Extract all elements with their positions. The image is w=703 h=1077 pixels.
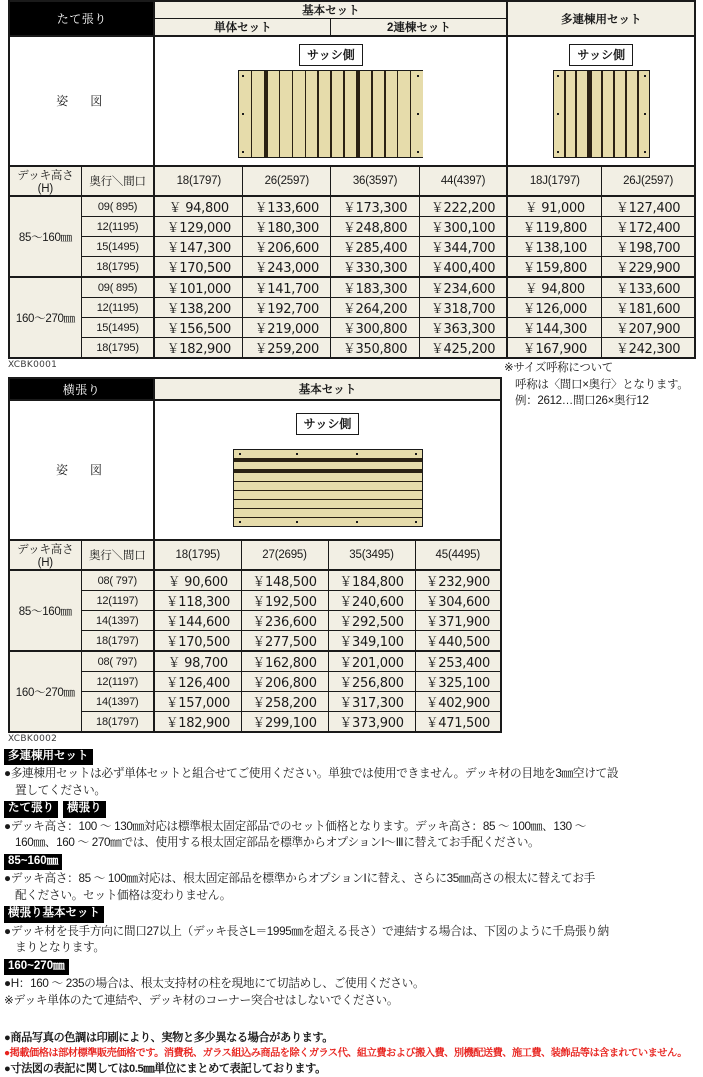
vertical-price-table [8, 0, 696, 359]
note-tagline-3 [4, 906, 698, 922]
horizontal-price-1-1-0: ￥126,400 [154, 672, 241, 692]
deck-plank [234, 500, 422, 508]
note-2-text: ●デッキ高さ：85 〜 100㎜対応は、根太固定部品を標準からオプションⅠに替え、さらに35㎜高さの根太に替えてお手 [4, 872, 595, 886]
footer-disclaimer [4, 1031, 698, 1077]
deck-plank [234, 509, 422, 517]
vertical-table-code: XCBK0001 [8, 360, 58, 370]
table-row [9, 611, 501, 631]
horizontal-depth-0-0: 08( 797) [81, 570, 154, 591]
screw-marker [296, 521, 298, 523]
note-4 [4, 976, 698, 1009]
screw-marker [356, 521, 358, 523]
screw-marker [242, 75, 244, 77]
vertical-price-1-2-4: ￥144,300 [507, 318, 601, 338]
vertical-price-0-2-5: ￥198,700 [602, 237, 695, 257]
vertical-price-0-1-1: ￥180,300 [243, 217, 331, 237]
vertical-price-1-2-3: ￥363,300 [419, 318, 507, 338]
horizontal-price-0-3-3: ￥440,500 [415, 631, 501, 652]
vertical-multi-figure-cell [507, 36, 695, 166]
horizontal-col-size-0: 18(1795) [154, 540, 241, 570]
horizontal-price-1-2-2: ￥317,300 [328, 692, 415, 712]
vertical-price-0-0-0: ￥ 94,800 [154, 196, 242, 217]
vertical-price-1-3-2: ￥350,800 [331, 338, 419, 359]
horizontal-col-size-1: 27(2695) [241, 540, 328, 570]
vertical-price-1-2-1: ￥219,000 [243, 318, 331, 338]
vertical-price-1-1-4: ￥126,000 [507, 298, 601, 318]
vertical-col-size-4: 18J(1797) [507, 166, 601, 196]
vertical-price-0-0-4: ￥ 91,000 [507, 196, 601, 217]
vertical-price-1-3-3: ￥425,200 [419, 338, 507, 359]
footer-line-3: ●寸法図の表記に関しては0.5㎜単位にまとめて表記しております。 [4, 1063, 326, 1076]
table-row [9, 712, 501, 733]
size-note-line-3: 例：2612…間口26×奥行12 [515, 395, 649, 408]
horizontal-price-1-1-3: ￥325,100 [415, 672, 501, 692]
horizontal-group-0-height: 85〜160㎜ [9, 570, 81, 651]
horizontal-depth-0-1: 12(1197) [81, 591, 154, 611]
horizontal-table-code: XCBK0002 [8, 734, 58, 744]
vertical-basic-figure-cell [154, 36, 507, 166]
horizontal-group-1-height: 160〜270㎜ [9, 651, 81, 732]
table-row [9, 631, 501, 652]
vertical-price-0-2-4: ￥138,100 [507, 237, 601, 257]
vertical-col-size-1: 26(2597) [243, 166, 331, 196]
note-tagline-1 [4, 801, 698, 817]
note-3-text: ●デッキ材を長手方向に間口27以上（デッキ長さL＝1995㎜を超える長さ）で連結する場合は、下図のように千鳥張り納 [4, 924, 609, 938]
deck-plank [373, 71, 384, 157]
horizontal-price-1-3-3: ￥471,500 [415, 712, 501, 733]
horizontal-price-1-0-1: ￥162,800 [241, 651, 328, 672]
deck-plank [234, 462, 422, 470]
horizontal-basic-figure-cell [154, 400, 501, 540]
note-tagline-2 [4, 854, 698, 870]
vertical-depth-1-1: 12(1195) [81, 298, 154, 318]
vertical-price-0-2-3: ￥344,700 [419, 237, 507, 257]
vertical-price-0-3-4: ￥159,800 [507, 257, 601, 278]
horizontal-price-1-0-3: ￥253,400 [415, 651, 501, 672]
screw-marker [239, 521, 241, 523]
vertical-depth-0-3: 18(1795) [81, 257, 154, 278]
deck-plank [234, 473, 422, 481]
horizontal-col-size-2: 35(3495) [328, 540, 415, 570]
horizontal-col-size-3: 45(4495) [415, 540, 501, 570]
vertical-price-1-1-2: ￥264,200 [331, 298, 419, 318]
horizontal-figure-label-cell [9, 400, 154, 540]
screw-marker [242, 151, 244, 153]
horizontal-price-1-1-2: ￥256,800 [328, 672, 415, 692]
vertical-multi-deck-diagram [553, 70, 650, 158]
table-row [9, 570, 501, 591]
vertical-price-0-3-0: ￥170,500 [154, 257, 242, 278]
note-tag-horizontal: 横張り [63, 801, 106, 817]
vertical-col-height: デッキ高さ(H) [9, 166, 81, 196]
table-row [9, 196, 695, 217]
vertical-price-0-0-5: ￥127,400 [602, 196, 695, 217]
size-note-line-1: ※サイズ呼称について [504, 362, 613, 374]
table-row [9, 277, 695, 298]
screw-marker [415, 521, 417, 523]
deck-plank [234, 518, 422, 526]
vertical-price-0-2-1: ￥206,600 [243, 237, 331, 257]
vertical-price-0-2-2: ￥285,400 [331, 237, 419, 257]
vertical-group-1-height: 160〜270㎜ [9, 277, 81, 358]
vertical-col-depth-width: 奥行＼間口 [81, 166, 154, 196]
table-row [9, 651, 501, 672]
vertical-price-0-0-1: ￥133,600 [243, 196, 331, 217]
horizontal-depth-1-0: 08( 797) [81, 651, 154, 672]
screw-marker [417, 151, 419, 153]
vertical-column-header-row [9, 166, 695, 196]
screw-marker [644, 151, 646, 153]
vertical-price-1-0-0: ￥101,000 [154, 277, 242, 298]
vertical-col-size-5: 26J(2597) [602, 166, 695, 196]
horizontal-price-0-0-2: ￥184,800 [328, 570, 415, 591]
deck-plank [345, 71, 356, 157]
screw-marker [417, 113, 419, 115]
deck-plank [627, 71, 637, 157]
horizontal-price-1-0-0: ￥ 98,700 [154, 651, 241, 672]
table-row [9, 591, 501, 611]
horizontal-col-depth-width: 奥行＼間口 [81, 540, 154, 570]
horizontal-price-0-3-2: ￥349,100 [328, 631, 415, 652]
deck-plank [398, 71, 409, 157]
vertical-multi-sash-label: サッシ側 [569, 44, 633, 66]
deck-plank [566, 71, 576, 157]
horizontal-price-1-3-1: ￥299,100 [241, 712, 328, 733]
vertical-price-0-3-1: ￥243,000 [243, 257, 331, 278]
vertical-table-title: たて張り [9, 1, 154, 36]
deck-plank [306, 71, 317, 157]
note-tagline-4 [4, 959, 698, 975]
horizontal-deck-diagram [233, 449, 423, 527]
horizontal-price-0-1-1: ￥192,500 [241, 591, 328, 611]
vertical-figure-label: 姿 図 [56, 94, 108, 108]
screw-marker [644, 113, 646, 115]
screw-marker [242, 113, 244, 115]
note-tagline-0 [4, 749, 698, 765]
note-0-text: ●多連棟用セットは必ず単体セットと組合せてご使用ください。単独では使用できません。デッキ材の目地を3㎜空けて設 [4, 767, 619, 781]
screw-marker [415, 453, 417, 455]
note-3 [4, 924, 698, 957]
note-1-cont: 160㎜、160 〜 270㎜では、使用する根太固定部品を標準からオプションⅠ〜Ⅲに替えてお手配ください。 [15, 836, 540, 850]
horizontal-column-header-row [9, 540, 501, 570]
vertical-price-1-3-4: ￥167,900 [507, 338, 601, 359]
size-note-line-2: 呼称は〈間口×奥行〉となります。 [515, 378, 689, 391]
vertical-price-1-0-1: ￥141,700 [243, 277, 331, 298]
vertical-price-1-3-5: ￥242,300 [602, 338, 695, 359]
horizontal-price-0-3-0: ￥170,500 [154, 631, 241, 652]
note-0-cont: 置してください。 [15, 783, 106, 797]
horizontal-price-0-2-2: ￥292,500 [328, 611, 415, 631]
deck-plank [603, 71, 613, 157]
vertical-price-1-1-1: ￥192,700 [243, 298, 331, 318]
table-row [9, 217, 695, 237]
vertical-price-1-0-2: ￥183,300 [331, 277, 419, 298]
horizontal-price-1-3-0: ￥182,900 [154, 712, 241, 733]
note-tag-multi-set: 多連棟用セット [4, 749, 93, 765]
vertical-price-1-0-3: ￥234,600 [419, 277, 507, 298]
screw-marker [239, 453, 241, 455]
vertical-figure-label-cell [9, 36, 154, 166]
note-2 [4, 871, 698, 904]
deck-plank [577, 71, 587, 157]
note-1-text: ●デッキ高さ：100 〜 130㎜対応は標準根太固定部品でのセット価格となります。デッキ高さ：85 〜 100㎜、130 〜 [4, 819, 587, 833]
vertical-price-1-2-0: ￥156,500 [154, 318, 242, 338]
note-4-cont: ※デッキ単体のたて連結や、デッキ材のコーナー突合せはしないでください。 [4, 993, 399, 1007]
horizontal-depth-1-3: 18(1797) [81, 712, 154, 733]
table-row [9, 298, 695, 318]
horizontal-price-0-1-2: ￥240,600 [328, 591, 415, 611]
table-row [9, 672, 501, 692]
vertical-col-size-0: 18(1797) [154, 166, 242, 196]
vertical-double-set-header: 2連棟セット [331, 19, 508, 37]
horizontal-depth-1-2: 14(1397) [81, 692, 154, 712]
horizontal-col-height: デッキ高さ(H) [9, 540, 81, 570]
vertical-price-0-3-5: ￥229,900 [602, 257, 695, 278]
horizontal-price-1-0-2: ￥201,000 [328, 651, 415, 672]
horizontal-price-0-0-3: ￥232,900 [415, 570, 501, 591]
horizontal-price-table [8, 377, 502, 733]
size-naming-note [504, 360, 703, 410]
horizontal-table-title: 横張り [9, 378, 154, 400]
vertical-depth-1-2: 15(1495) [81, 318, 154, 338]
note-1 [4, 819, 698, 852]
vertical-price-1-3-1: ￥259,200 [243, 338, 331, 359]
screw-marker [557, 151, 559, 153]
table-row [9, 257, 695, 278]
vertical-price-0-0-2: ￥173,300 [331, 196, 419, 217]
deck-plank [234, 450, 422, 458]
note-tag-horizontal-basic-set: 横張り基本セット [4, 906, 104, 922]
horizontal-basic-set-header: 基本セット [154, 378, 501, 400]
vertical-price-1-1-0: ￥138,200 [154, 298, 242, 318]
vertical-basic-sash-label: サッシ側 [299, 44, 363, 66]
vertical-price-0-3-2: ￥330,300 [331, 257, 419, 278]
horizontal-price-1-2-0: ￥157,000 [154, 692, 241, 712]
deck-plank [360, 71, 371, 157]
vertical-price-0-3-3: ￥400,400 [419, 257, 507, 278]
deck-plank [592, 71, 602, 157]
horizontal-price-0-2-3: ￥371,900 [415, 611, 501, 631]
table-row [9, 237, 695, 257]
vertical-col-size-3: 44(4397) [419, 166, 507, 196]
screw-marker [417, 75, 419, 77]
screw-marker [557, 113, 559, 115]
screw-marker [557, 75, 559, 77]
footer-line-1: ●商品写真の色調は印刷により、実物と多少異なる場合があります。 [4, 1032, 334, 1045]
vertical-price-1-1-3: ￥318,700 [419, 298, 507, 318]
footer-line-2: ●掲載価格は部材標準販売価格です。消費税、ガラス組込み商品を除くガラス代、組立費および搬入費、別機配送費、施工費、装飾品等は含まれていません。 [4, 1048, 687, 1060]
table-row [9, 318, 695, 338]
vertical-price-1-0-4: ￥ 94,800 [507, 277, 601, 298]
vertical-multi-set-header: 多連棟用セット [507, 1, 695, 36]
deck-plank [234, 491, 422, 499]
note-4-text: ●H：160 〜 235の場合は、根太支持材の柱を現地にて切詰めし、ご使用ください。 [4, 976, 425, 990]
horizontal-price-1-2-3: ￥402,900 [415, 692, 501, 712]
vertical-price-0-0-3: ￥222,200 [419, 196, 507, 217]
screw-marker [296, 453, 298, 455]
note-3-cont: まりとなります。 [15, 941, 105, 955]
deck-plank [234, 482, 422, 490]
horizontal-price-0-1-3: ￥304,600 [415, 591, 501, 611]
horizontal-depth-0-2: 14(1397) [81, 611, 154, 631]
deck-plank [319, 71, 330, 157]
screw-marker [644, 75, 646, 77]
note-0 [4, 766, 698, 799]
horizontal-sash-label: サッシ側 [296, 413, 360, 435]
deck-plank [386, 71, 397, 157]
horizontal-price-0-3-1: ￥277,500 [241, 631, 328, 652]
vertical-price-0-2-0: ￥147,300 [154, 237, 242, 257]
notes-section [4, 749, 698, 1009]
vertical-depth-0-2: 15(1495) [81, 237, 154, 257]
vertical-price-1-1-5: ￥181,600 [602, 298, 695, 318]
vertical-price-1-0-5: ￥133,600 [602, 277, 695, 298]
note-tag-vertical: たて張り [4, 801, 58, 817]
vertical-basic-deck-diagram [238, 70, 423, 158]
table-row [9, 692, 501, 712]
note-tag-height-160-270: 160~270㎜ [4, 959, 69, 975]
horizontal-price-1-3-2: ￥373,900 [328, 712, 415, 733]
vertical-price-0-1-5: ￥172,400 [602, 217, 695, 237]
horizontal-depth-1-1: 12(1197) [81, 672, 154, 692]
note-2-cont: 配ください。セット価格は変わりません。 [15, 888, 232, 902]
vertical-col-size-2: 36(3597) [331, 166, 419, 196]
deck-plank [252, 71, 263, 157]
horizontal-price-1-2-1: ￥258,200 [241, 692, 328, 712]
horizontal-price-0-0-0: ￥ 90,600 [154, 570, 241, 591]
screw-marker [356, 453, 358, 455]
vertical-basic-set-header: 基本セット [154, 1, 507, 19]
vertical-price-1-2-5: ￥207,900 [602, 318, 695, 338]
vertical-depth-0-0: 09( 895) [81, 196, 154, 217]
vertical-price-0-1-3: ￥300,100 [419, 217, 507, 237]
horizontal-depth-0-3: 18(1797) [81, 631, 154, 652]
vertical-price-1-2-2: ￥300,800 [331, 318, 419, 338]
vertical-price-0-1-0: ￥129,000 [154, 217, 242, 237]
horizontal-price-0-1-0: ￥118,300 [154, 591, 241, 611]
horizontal-price-0-2-1: ￥236,600 [241, 611, 328, 631]
vertical-group-0-height: 85〜160㎜ [9, 196, 81, 277]
deck-plank [332, 71, 343, 157]
vertical-price-1-3-0: ￥182,900 [154, 338, 242, 359]
deck-plank [615, 71, 625, 157]
vertical-depth-1-0: 09( 895) [81, 277, 154, 298]
deck-plank [280, 71, 291, 157]
horizontal-price-1-1-1: ￥206,800 [241, 672, 328, 692]
horizontal-figure-label: 姿 図 [56, 463, 108, 477]
horizontal-price-0-2-0: ￥144,600 [154, 611, 241, 631]
deck-plank [268, 71, 279, 157]
note-tag-height-85-160: 85~160㎜ [4, 854, 62, 870]
vertical-price-0-1-4: ￥119,800 [507, 217, 601, 237]
table-row [9, 338, 695, 359]
horizontal-price-0-0-1: ￥148,500 [241, 570, 328, 591]
deck-plank [293, 71, 304, 157]
deck-plank [239, 71, 250, 157]
vertical-depth-0-1: 12(1195) [81, 217, 154, 237]
vertical-price-0-1-2: ￥248,800 [331, 217, 419, 237]
vertical-single-set-header: 単体セット [154, 19, 331, 37]
vertical-depth-1-3: 18(1795) [81, 338, 154, 359]
